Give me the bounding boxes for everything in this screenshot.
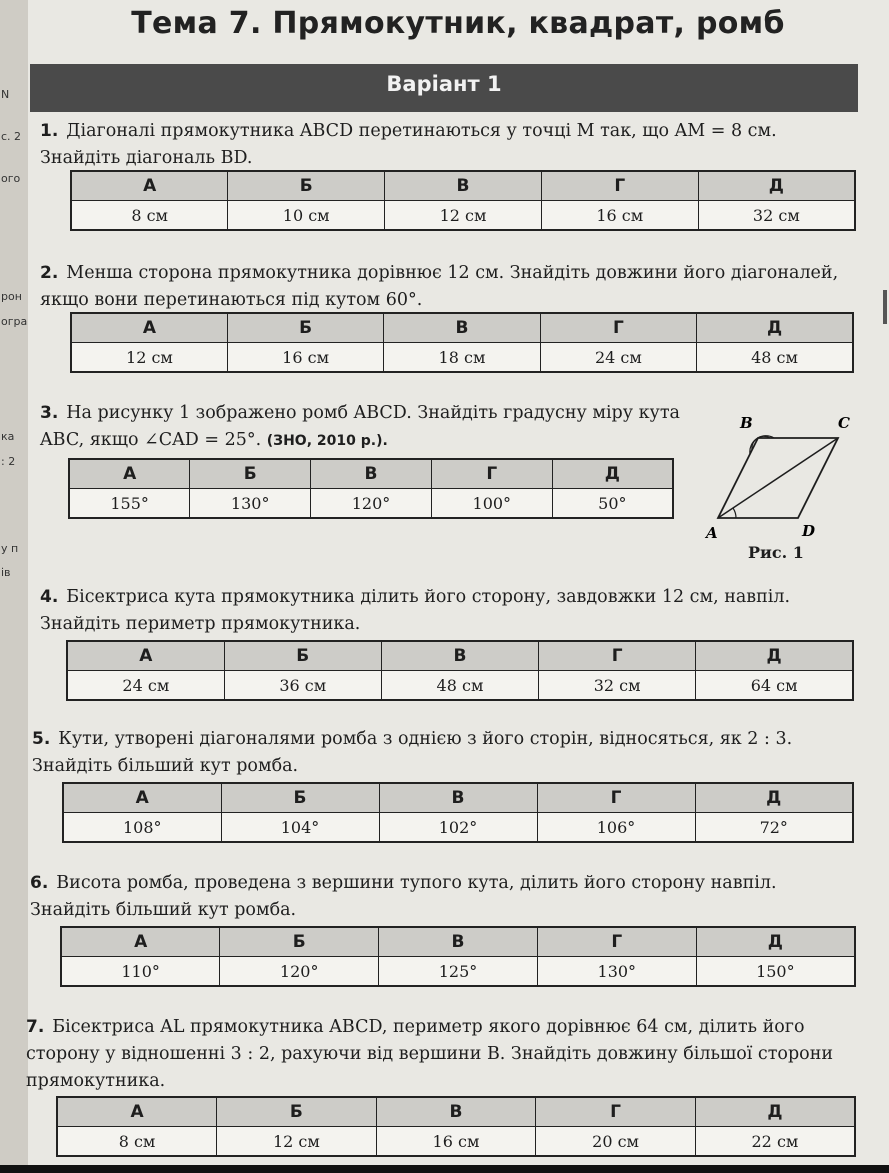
answer-option: 130° [190,489,311,519]
answer-option: 50° [552,489,673,519]
answer-option: 125° [379,957,538,987]
answer-letter: В [311,459,432,489]
question-text: На рисунку 1 зображено ромб ABCD. Знайдіть градусну міру кута ABC, якщо ∠CAD = 25°. [40,403,680,450]
answer-letter: А [71,171,228,201]
answer-letter: Г [431,459,552,489]
answer-table-5 [62,782,854,843]
answer-option: 12 см [71,343,227,373]
answer-table-4 [66,640,854,701]
question-number: 7. [26,1017,45,1037]
question-1 [40,118,860,172]
answer-letter: В [384,313,540,343]
answer-option: 32 см [539,671,696,701]
answer-table-7 [56,1096,856,1157]
answer-letter: Д [696,641,853,671]
answer-option: 110° [61,957,220,987]
answer-letter: Г [541,171,698,201]
answer-option: 12 см [385,201,542,231]
answer-option: 16 см [541,201,698,231]
answer-letter: Д [695,1097,855,1127]
answer-letter: Б [228,171,385,201]
question-number: 1. [40,121,59,141]
margin-fragment: у п [1,542,19,555]
margin-fragment: ого [1,172,21,185]
answer-option: 72° [695,813,853,843]
figure-caption: Рис. 1 [748,543,804,562]
answer-letter: Б [224,641,381,671]
answer-table-2 [70,312,854,373]
vertex-label-d: D [802,522,816,540]
question-number: 2. [40,263,59,283]
question-5 [32,726,860,780]
margin-fragment: ка [1,430,15,443]
answer-letter: Г [537,783,695,813]
answer-option: 10 см [228,201,385,231]
question-text: Діагоналі прямокутника ABCD перетинаються у точці M так, що AM = 8 см. Знайдіть діагональ BD. [40,121,777,168]
page-edge-mark [883,290,887,324]
variant-header [30,64,858,112]
answer-letter: В [385,171,542,201]
answer-letter: А [71,313,227,343]
question-number: 5. [32,729,51,749]
answer-option: 24 см [540,343,696,373]
question-text: Бісектриса AL прямокутника ABCD, периметр якого дорівнює 64 см, ділить його сторону у відношенні 3 : 2, рахуючи від вершини B. Знайдіть довжину більшої сторони прямокутника. [26,1017,834,1091]
question-number: 4. [40,587,59,607]
bottom-edge-bar [0,1165,889,1173]
answer-letter: Д [695,783,853,813]
question-3 [40,400,680,455]
answer-letter: А [61,927,220,957]
answer-letter: В [381,641,538,671]
left-margin-strip [0,0,28,1165]
answer-option: 48 см [697,343,853,373]
margin-fragment: N [1,88,10,101]
answer-option: 8 см [71,201,228,231]
question-number: 6. [30,873,49,893]
answer-option: 36 см [224,671,381,701]
answer-option: 155° [69,489,190,519]
answer-letter: Г [540,313,696,343]
answer-table-6 [60,926,856,987]
answer-option: 16 см [227,343,383,373]
answer-option: 100° [431,489,552,519]
answer-letter: Б [190,459,311,489]
page-title: Тема 7. Прямокутник, квадрат, ромб [131,6,785,41]
question-text: Висота ромба, проведена з вершини тупого кута, ділить його сторону навпіл. Знайдіть більший кут ромба. [30,873,777,920]
answer-option: 22 см [695,1127,855,1157]
answer-letter: А [57,1097,217,1127]
rhombus-diagonal-ac [718,438,838,518]
vertex-label-c: C [838,414,850,432]
variant-label: Варіант 1 [386,72,502,96]
answer-letter: В [379,927,538,957]
answer-option: 12 см [217,1127,377,1157]
answer-letter: Д [696,927,855,957]
answer-option: 108° [63,813,221,843]
answer-letter: Г [539,641,696,671]
answer-option: 120° [220,957,379,987]
question-text: Бісектриса кута прямокутника ділить його сторону, завдовжки 12 см, навпіл. Знайдіть периметр прямокутника. [40,587,791,634]
answer-option: 64 см [696,671,853,701]
answer-option: 120° [311,489,432,519]
question-4 [40,584,860,638]
question-7 [26,1014,860,1095]
answer-table-1 [70,170,856,231]
question-source: (ЗНО, 2010 р.). [266,433,388,449]
answer-option: 24 см [67,671,224,701]
answer-letter: Д [698,171,855,201]
answer-option: 32 см [698,201,855,231]
question-number: 3. [40,403,59,423]
answer-option: 106° [537,813,695,843]
answer-letter: Д [552,459,673,489]
answer-option: 48 см [381,671,538,701]
answer-letter: Г [536,1097,696,1127]
answer-option: 104° [221,813,379,843]
margin-fragment: рон [1,290,22,303]
question-2 [40,260,860,314]
answer-option: 150° [696,957,855,987]
margin-fragment: с. 2 [1,130,22,143]
answer-letter: Д [697,313,853,343]
answer-option: 130° [537,957,696,987]
question-text: Кути, утворені діагоналями ромба з однією з його сторін, відносяться, як 2 : 3. Знайдіть більший кут ромба. [32,729,793,776]
answer-option: 16 см [376,1127,536,1157]
answer-letter: А [67,641,224,671]
answer-option: 102° [379,813,537,843]
question-text: Менша сторона прямокутника дорівнює 12 см. Знайдіть довжини його діагоналей, якщо вони перетинаються під кутом 60°. [40,263,839,310]
answer-letter: А [69,459,190,489]
question-6 [30,870,860,924]
answer-letter: Б [220,927,379,957]
margin-fragment: : 2 [1,455,16,468]
answer-letter: Б [221,783,379,813]
vertex-label-a: A [706,524,718,542]
answer-option: 8 см [57,1127,217,1157]
vertex-label-b: B [740,414,753,432]
answer-letter: А [63,783,221,813]
answer-letter: В [376,1097,536,1127]
margin-fragment: ів [1,566,11,579]
answer-letter: Б [217,1097,377,1127]
answer-option: 18 см [384,343,540,373]
answer-letter: Г [537,927,696,957]
answer-table-3 [68,458,674,519]
angle-arc-a [733,508,736,518]
answer-letter: В [379,783,537,813]
answer-letter: Б [227,313,383,343]
answer-option: 20 см [536,1127,696,1157]
margin-fragment: огра [1,315,28,328]
